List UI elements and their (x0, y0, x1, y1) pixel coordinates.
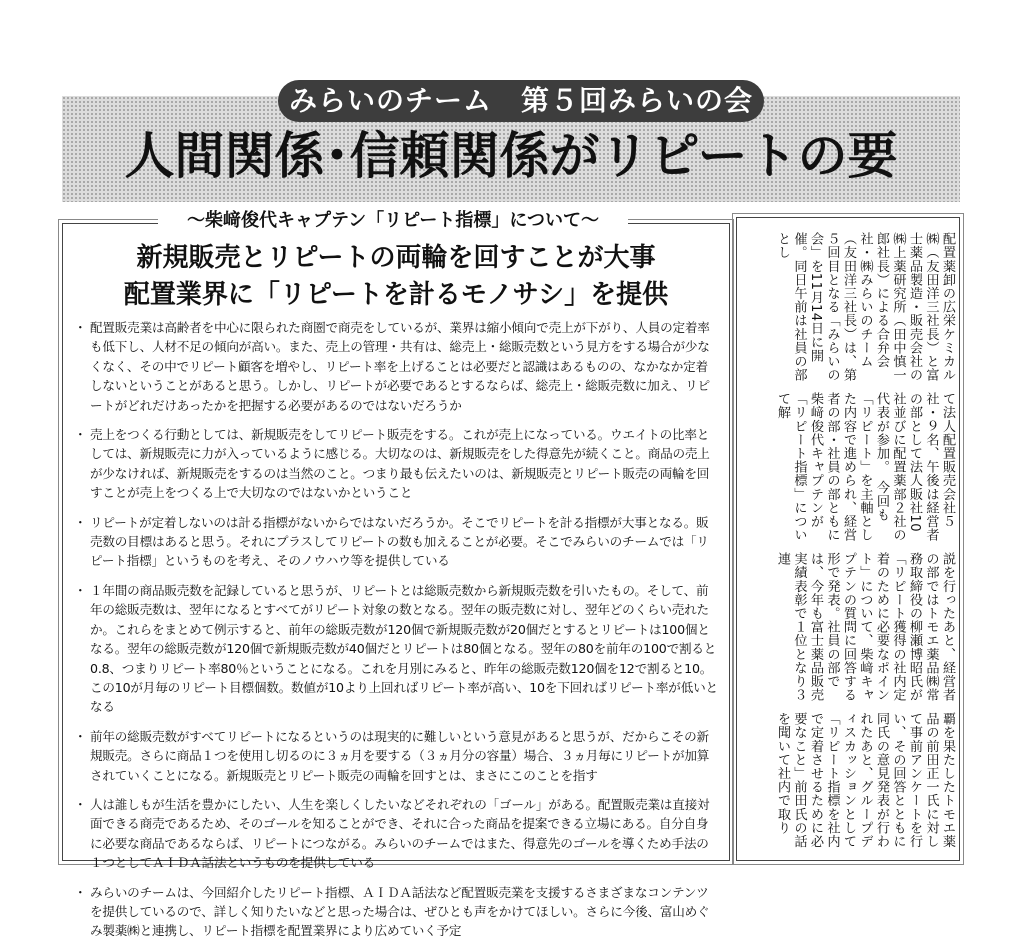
lead-line-1: 新規販売とリピートの両輪を回すことが大事 (136, 243, 656, 273)
page-title: 人間関係･信頼関係がリピートの要 (124, 126, 898, 185)
sidebar-column: 説を行ったあと、経営者の部ではトモエ薬品㈱常務取締役の柳瀬博昭氏が「リピート獲得の社内定着のために必要なポイント」について、柴﨑キャプテンの質問に回答する形で発表。社員の部では、今年も富士薬品販売実績表彰で１位となり３連 (775, 552, 955, 702)
bullet-item: ・ 配置販売業は高齢者を中心に限られた商圏で商売をしているが、業界は縮小傾向で売上が下がり、人員の定着率も低下し、人材不足の傾向が高い。また、売上の管理・共有は、総売上・総販売数という見方をする場合が少なくなく、その中でリピート顧客を増やし、リピート率を上げることは必要だと認識はあるものの、なかなか定着しないということがあると思う。しかし、リピートが必要であるとするならば、総売上・総販売数に加え、リピートがどれだけあったかを把握する必要があるのではないだろうか (76, 318, 720, 415)
article-subtitle: 〜柴﨑俊代キャプテン「リピート指標」について〜 (158, 207, 628, 235)
bullet-item: ・ みらいのチームは、今回紹介したリピート指標、ＡＩＤＡ話法など配置販売業を支援するさまざまなコンテンツを提供しているので、詳しく知りたいなどと思った場合は、ぜひとも声をかけてほしい。さらに今後、富山めぐみ製薬㈱と連携し、リピート指標を配置業界により広めていく予定 (76, 883, 720, 941)
bullet-item: ・ 前年の総販売数がすべてリピートになるというのは現実的に難しいという意見があると思うが、だからこその新規販売。さらに商品１つを使用し切るのに３ヵ月を要する（３ヵ月分の容量）場合、３ヵ月毎にリピートが加算されていくことになる。新規販売とリピート販売の両輪を回すとは、まさにこのことを指す (76, 727, 720, 785)
bullet-item: ・ 人は誰しもが生活を豊かにしたい、人生を楽しくしたいなどそれぞれの「ゴール」がある。配置販売業は直接対面できる商売であるため、そのゴールを知ることができ、それに合った商品を提案できる立場にある。自分自身に必要な商品であるならば、リピートにつながる。みらいのチームではまた、得意先のゴールを導くため手法の１つとしてＡＩＤＡ話法というものを提供している (76, 795, 720, 873)
sidebar-column: 覇を果たしたトモエ薬品の前田正一氏に対して事前アンケートを行い、その回答とともに同氏の意見発表が行われたあと、グループディスカッションとして「リピート指標を社内で定着させるために必要なこと」前田氏の話を聞いて社内で取り (775, 712, 955, 848)
sidebar-column: 配置薬卸の広栄ケミカル㈱（友田洋三社長）と富士薬品製造・販売会社の㈱上薬研究所（田中慎一郎社長）による合弁会社・㈱みらいのチーム（友田洋三社長）は、第５回目となる「みらいの会」を11月14日に開催。同日午前は社員の部とし (775, 232, 955, 382)
bullet-item: ・ 売上をつくる行動としては、新規販売をしてリピート販売をする。これが売上になっている。ウエイトの比率としては、新規販売に力が入っているように感じる。大切なのは、新規販売をした得意先が続くこと。商品の売上が少なければ、新規販売をするのは当然のこと。つまり最も伝えたいのは、新規販売とリピート販売の両輪を回すことが売上をつくる上で大切なのではないかということ (76, 425, 720, 503)
bullet-list (76, 318, 720, 951)
series-label: みらいのチーム 第５回みらいの会 (278, 80, 764, 122)
sidebar-article (736, 217, 960, 861)
bullet-item: ・ リピートが定着しないのは計る指標がないからではないだろうか。そこでリピートを計る指標が大事となる。販売数の目標はあると思う。それにプラスしてリピートの数も加えることが必要。そこでみらいのチームでは「リピート指標」というものを考え、そのノウハウ等を提供している (76, 513, 720, 571)
sidebar-column: て法人配置販売会社５社・９名、午後は経営者の部として法人販社10社並びに配置薬部２社の代表が参加。 今回も「リピート」を主軸とした内容で進められ、経営者の部・社員の部ともに柴﨑俊代キャプテンが「リピート指標」について解 (775, 392, 955, 542)
bullet-item: ・ １年間の商品販売数を記録していると思うが、リピートとは総販売数から新規販売数を引いたもの。そして、前年の総販売数は、翌年になるとすべてがリピート対象の数となる。翌年の販売数に対し、翌年どのくらい売れたか。これらをまとめて例示すると、前年の総販売数が120個で新規販売数が20個だとするとリピートは100個となる。翌年の総販売数が120個で新規販売数が40個だとリピートは80個となる。翌年の80を前年の100で割ると0.8、つまりリピート率80％ということになる。これを月別にみると、昨年の総販売数120個を12で割ると10。この10が月毎のリピート目標個数。数値が10より上回ればリピート率が高い、10を下回ればリピート率が低いとなる (76, 581, 720, 717)
lead-line-2: 配置業界に「リピートを計るモノサシ」を提供 (123, 280, 669, 310)
